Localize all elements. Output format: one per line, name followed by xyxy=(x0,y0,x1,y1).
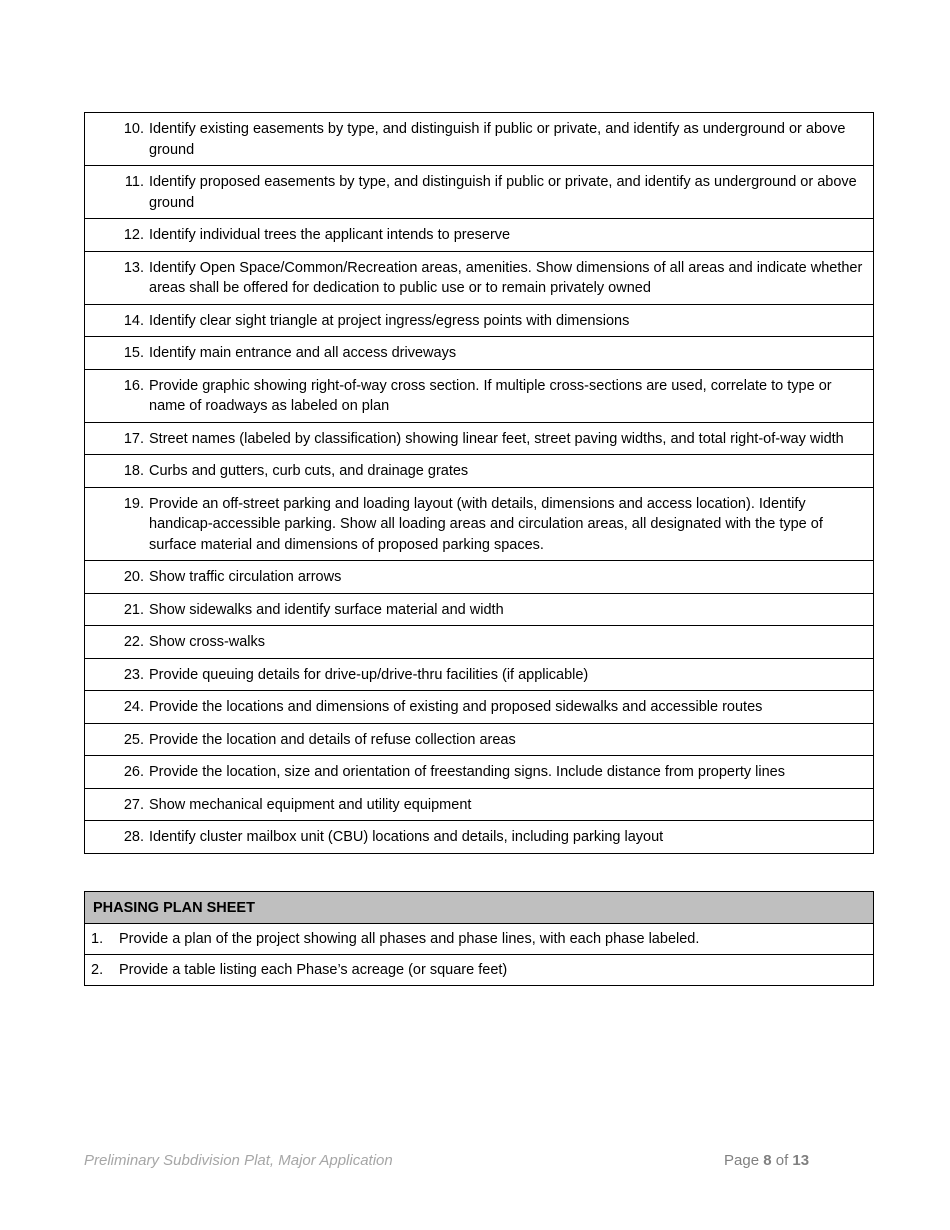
list-item xyxy=(85,343,865,364)
table-cell xyxy=(85,788,874,821)
table-cell xyxy=(85,723,874,756)
table-cell xyxy=(85,756,874,789)
list-item xyxy=(85,730,865,751)
table-cell xyxy=(85,166,874,219)
item-number: 28. xyxy=(123,829,144,845)
item-number: 18. xyxy=(123,463,144,479)
table-row xyxy=(85,487,874,561)
item-number: 25. xyxy=(123,731,144,748)
item-number: 27. xyxy=(123,796,144,813)
item-text: Show mechanical equipment and utility equipment xyxy=(149,796,472,813)
list-item xyxy=(91,929,865,949)
table-row xyxy=(85,304,874,337)
table-row xyxy=(85,658,874,691)
table-row xyxy=(85,955,874,986)
item-text: Identify cluster mailbox unit (CBU) locations and details, including parking layout xyxy=(149,829,664,845)
table-cell xyxy=(85,561,874,594)
table-row xyxy=(85,251,874,304)
item-text: Identify existing easements by type, and distinguish if public or private, and identify as underground or above ground xyxy=(149,121,846,158)
table-row xyxy=(85,369,874,422)
item-text: Identify proposed easements by type, and distinguish if public or private, and identify as underground or above ground xyxy=(149,174,857,211)
table-cell xyxy=(85,113,874,166)
table-cell xyxy=(85,626,874,659)
item-number: 22. xyxy=(123,634,144,650)
item-number: 12. xyxy=(123,227,144,243)
table-cell xyxy=(85,924,874,955)
table-cell xyxy=(85,955,874,986)
footer-document-title: Preliminary Subdivision Plat, Major Application xyxy=(84,1152,393,1169)
item-text: Provide a plan of the project showing all phases and phase lines, with each phase labeled. xyxy=(119,931,700,947)
item-text: Provide a table listing each Phase’s acreage (or square feet) xyxy=(119,962,508,978)
table-row xyxy=(85,337,874,370)
item-number: 2. xyxy=(91,962,104,978)
list-item xyxy=(85,494,865,556)
item-number: 14. xyxy=(123,312,144,329)
table-row xyxy=(85,821,874,854)
item-text: Identify individual trees the applicant intends to preserve xyxy=(149,227,511,243)
list-item xyxy=(91,960,865,980)
table-row xyxy=(85,422,874,455)
list-item xyxy=(85,172,865,213)
requirements-checklist-table xyxy=(84,112,874,854)
item-number: 17. xyxy=(123,430,144,447)
table-row xyxy=(85,593,874,626)
table-row xyxy=(85,166,874,219)
item-number: 11. xyxy=(124,174,144,190)
table-cell xyxy=(85,251,874,304)
item-text: Curbs and gutters, curb cuts, and drainage grates xyxy=(149,463,469,479)
item-number: 20. xyxy=(123,569,144,585)
list-item xyxy=(85,311,865,332)
list-item xyxy=(85,795,865,816)
table-cell xyxy=(85,304,874,337)
table-row xyxy=(85,788,874,821)
phasing-plan-heading: PHASING PLAN SHEET xyxy=(85,892,874,924)
table-cell xyxy=(85,219,874,252)
total-pages: 13 xyxy=(792,1152,810,1169)
item-number: 19. xyxy=(123,495,144,512)
item-number: 26. xyxy=(123,764,144,780)
table-cell xyxy=(85,658,874,691)
item-text: Provide an off-street parking and loading layout (with details, dimensions and access location). Identify handicap-accessible parking. Show all loading areas and circulation areas, all designated with the type of surface material and dimensions of proposed parking spaces. xyxy=(149,495,823,553)
table-row xyxy=(85,924,874,955)
footer-page-number xyxy=(724,1152,809,1169)
table-cell xyxy=(85,821,874,854)
item-number: 10. xyxy=(123,121,144,137)
table-cell xyxy=(85,691,874,724)
table-row xyxy=(85,756,874,789)
table-cell xyxy=(85,487,874,561)
item-text: Provide the location and details of refuse collection areas xyxy=(149,731,516,748)
list-item xyxy=(85,762,865,783)
item-text: Street names (labeled by classification) showing linear feet, street paving widths, and total right-of-way width xyxy=(149,430,844,447)
item-number: 1. xyxy=(91,931,104,947)
item-text: Identify main entrance and all access driveways xyxy=(149,345,457,361)
list-item xyxy=(85,827,865,848)
item-number: 21. xyxy=(123,601,144,618)
table-cell xyxy=(85,422,874,455)
of-word: of xyxy=(775,1152,789,1169)
list-item xyxy=(85,258,865,299)
item-text: Provide queuing details for drive-up/drive-thru facilities (if applicable) xyxy=(149,666,589,683)
item-text: Provide graphic showing right-of-way cross section. If multiple cross-sections are used, correlate to type or name of roadways as labeled on plan xyxy=(149,377,832,414)
current-page: 8 xyxy=(763,1152,772,1169)
table-row xyxy=(85,561,874,594)
item-text: Show sidewalks and identify surface material and width xyxy=(149,601,504,618)
list-item xyxy=(85,665,865,686)
list-item xyxy=(85,429,865,450)
item-text: Identify clear sight triangle at project ingress/egress points with dimensions xyxy=(149,312,630,329)
item-text: Provide the location, size and orientation of freestanding signs. Include distance from property lines xyxy=(149,764,785,780)
item-text: Provide the locations and dimensions of existing and proposed sidewalks and accessible routes xyxy=(149,699,763,715)
item-number: 13. xyxy=(123,259,144,276)
table-cell xyxy=(85,593,874,626)
table-row xyxy=(85,691,874,724)
table-cell xyxy=(85,337,874,370)
table-row xyxy=(85,723,874,756)
item-number: 15. xyxy=(123,345,144,361)
table-cell xyxy=(85,455,874,488)
item-number: 24. xyxy=(123,699,144,715)
item-text: Show traffic circulation arrows xyxy=(149,569,342,585)
list-item xyxy=(85,697,865,718)
page-word: Page xyxy=(724,1152,760,1169)
table-row xyxy=(85,455,874,488)
list-item xyxy=(85,376,865,417)
table-row xyxy=(85,113,874,166)
item-text: Identify Open Space/Common/Recreation areas, amenities. Show dimensions of all areas and indicate whether areas shall be offered for dedication to public use or to remain privately owned xyxy=(149,259,863,296)
item-text: Show cross-walks xyxy=(149,634,266,650)
phasing-plan-table xyxy=(84,891,874,986)
list-item xyxy=(85,225,865,246)
list-item xyxy=(85,461,865,482)
item-number: 16. xyxy=(123,377,144,394)
item-number: 23. xyxy=(123,666,144,683)
table-header-row xyxy=(85,892,874,924)
list-item xyxy=(85,119,865,160)
list-item xyxy=(85,600,865,621)
list-item xyxy=(85,567,865,588)
table-cell xyxy=(85,369,874,422)
table-row xyxy=(85,219,874,252)
list-item xyxy=(85,632,865,653)
table-row xyxy=(85,626,874,659)
